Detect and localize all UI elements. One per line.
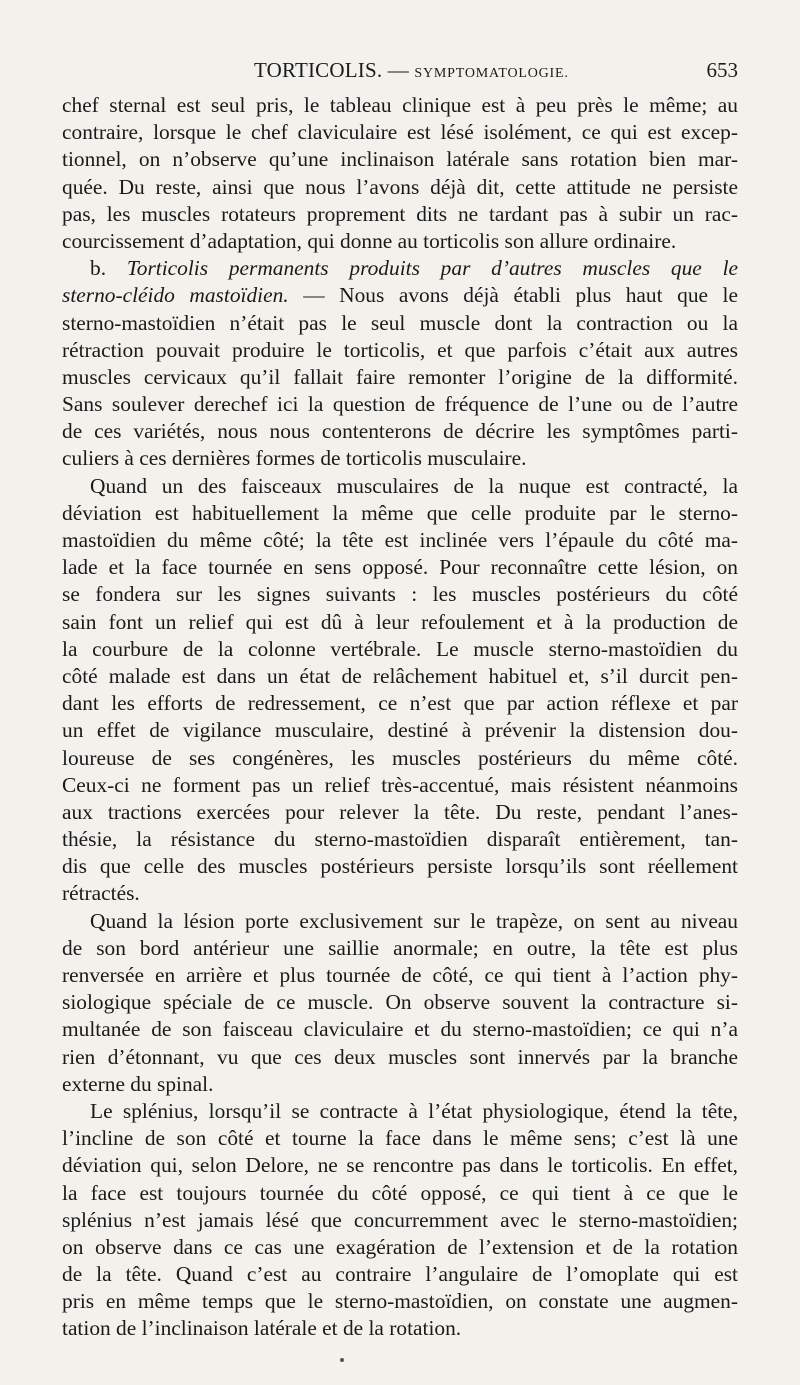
text-line: pas, les muscles rotateurs proprement dits ne tardant pas à subir un rac- xyxy=(62,201,738,226)
text-line: de ces variétés, nous nous contenterons de décrire les symptômes parti- xyxy=(62,419,738,444)
text-line: se fondera sur les signes suivants : les muscles postérieurs du côté xyxy=(62,582,738,607)
text-line: on observe dans ce cas une exagération de l’extension et de la rotation xyxy=(62,1234,738,1259)
page-number: 653 xyxy=(706,58,738,82)
text-line: aux tractions exercées pour relever la tête. Du reste, pendant l’anes- xyxy=(62,799,738,824)
text-line: externe du spinal. xyxy=(62,1071,214,1096)
text-line: thésie, la résistance du sterno-mastoïdien disparaît entièrement, tan- xyxy=(62,827,738,852)
running-title xyxy=(254,58,569,83)
text-line: sterno-mastoïdien n’était pas le seul muscle dont la contraction ou la xyxy=(62,310,738,335)
text-line: l’incline de son côté et tourne la face dans le même sens; c’est là une xyxy=(62,1126,738,1151)
text-line: muscles cervicaux qu’il fallait faire remonter l’origine de la difformité. xyxy=(62,364,738,389)
text-line: dant les efforts de redressement, ce n’est que par action réflexe et par xyxy=(62,691,738,716)
text-line: Le splénius, lorsqu’il se contracte à l’état physiologique, étend la tête, xyxy=(90,1098,738,1123)
text-line: déviation qui, selon Delore, ne se rencontre pas dans le torticolis. En effet, xyxy=(62,1153,738,1178)
text-line: rien d’étonnant, vu que ces deux muscles sont innervés par la branche xyxy=(62,1044,738,1069)
text-line: côté malade est dans un état de relâchement habituel et, s’il durcit pen- xyxy=(62,663,738,688)
text-line: multanée de son faisceau claviculaire et du sterno-mastoïdien; ce qui n’a xyxy=(62,1017,738,1042)
text-line: pris en même temps que le sterno-mastoïdien, on constate une augmen- xyxy=(62,1289,738,1314)
running-title-sub: SYMPTOMATOLOGIE. xyxy=(414,66,569,81)
text-line: déviation est habituellement la même que celle produite par le sterno- xyxy=(62,500,738,525)
text-line: Quand un des faisceaux musculaires de la nuque est contracté, la xyxy=(90,473,738,498)
text-line: renversée en arrière et plus tournée de côté, ce qui tient à l’action phy- xyxy=(62,963,738,987)
print-speck xyxy=(340,1358,344,1362)
text-line: la face est toujours tournée du côté opposé, ce qui tient à ce que le xyxy=(62,1180,738,1205)
text-line: dis que celle des muscles postérieurs persiste lorsqu’ils sont réellement xyxy=(62,854,738,879)
text-line: de son bord antérieur une saillie anormale; en outre, la tête est plus xyxy=(62,935,738,960)
text-line: Ceux-ci ne forment pas un relief très-accentué, mais résistent néanmoins xyxy=(62,772,738,797)
text-line: rétraction pouvait produire le torticolis, et que parfois c’était aux autres xyxy=(62,337,738,362)
text-line: tation de l’inclinaison latérale et de la rotation. xyxy=(62,1316,462,1341)
text-line: mastoïdien du même côté; la tête est inclinée vers l’épaule du côté ma- xyxy=(62,528,738,552)
text-line: lade et la face tournée en sens opposé. Pour reconnaître cette lésion, on xyxy=(62,555,738,580)
text-line: la courbure de la colonne vertébrale. Le muscle sterno-mastoïdien du xyxy=(62,636,738,661)
running-header xyxy=(62,58,738,88)
text-line: culiers à ces dernières formes de torticolis musculaire. xyxy=(62,446,527,471)
text-line: un effet de vigilance musculaire, destiné à prévenir la distension dou- xyxy=(62,718,738,743)
text-line: sterno-cléido mastoïdien. — Nous avons déjà établi plus haut que le xyxy=(62,283,738,308)
running-title-main: TORTICOLIS. — xyxy=(254,58,415,82)
text-line: courcissement d’adaptation, qui donne au torticolis son allure ordinaire. xyxy=(62,228,677,253)
text-line: splénius n’est jamais lésé que concurremment avec le sterno-mastoïdien; xyxy=(62,1207,738,1232)
text-line: contraire, lorsque le chef claviculaire est lésé isolément, ce qui est excep- xyxy=(62,120,738,145)
text-line: rétractés. xyxy=(62,881,140,906)
text-line: sain font un relief qui est dû à leur refoulement et à la production de xyxy=(62,609,738,634)
body-text xyxy=(62,92,738,1343)
text-line: siologique spéciale de ce muscle. On observe souvent la contracture si- xyxy=(62,990,738,1015)
text-line: b. Torticolis permanents produits par d’autres muscles que le xyxy=(90,256,738,281)
text-line: quée. Du reste, ainsi que nous l’avons déjà dit, cette attitude ne persiste xyxy=(62,174,738,199)
text-line: tionnel, on n’observe qu’une inclinaison latérale sans rotation bien mar- xyxy=(62,147,738,172)
text-line: Sans soulever derechef ici la question de fréquence de l’une ou de l’autre xyxy=(62,392,738,417)
text-line: loureuse de ses congénères, les muscles postérieurs du même côté. xyxy=(62,745,738,770)
text-line: de la tête. Quand c’est au contraire l’angulaire de l’omoplate qui est xyxy=(62,1262,738,1287)
text-line: Quand la lésion porte exclusivement sur le trapèze, on sent au niveau xyxy=(90,908,738,933)
text-line: chef sternal est seul pris, le tableau clinique est à peu près le même; au xyxy=(62,93,738,117)
